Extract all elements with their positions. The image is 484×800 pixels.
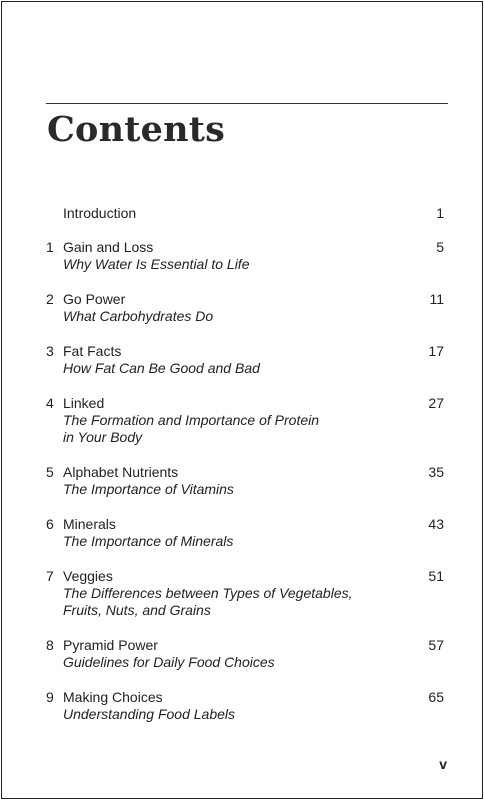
entry-subtitle: What Carbohydrates Do <box>63 308 214 324</box>
toc-entry-chapter-3 <box>46 343 446 377</box>
toc-entry-chapter-9 <box>46 689 446 723</box>
entry-page-number: 43 <box>428 516 444 532</box>
entry-page-number: 17 <box>428 343 444 359</box>
contents-heading: Contents <box>47 109 226 150</box>
entry-page-number: 51 <box>428 568 444 584</box>
entry-subtitle: How Fat Can Be Good and Bad <box>63 360 260 376</box>
entry-title: Go Power <box>63 291 126 307</box>
entry-title: Introduction <box>63 205 137 221</box>
entry-number: 5 <box>46 464 54 480</box>
heading-rule <box>46 103 448 104</box>
entry-subtitle: Guidelines for Daily Food Choices <box>63 654 275 670</box>
entry-title: Fat Facts <box>63 343 122 359</box>
toc-entry-chapter-7 <box>46 568 446 619</box>
toc-entry-chapter-2 <box>46 291 446 325</box>
entry-page-number: 57 <box>428 637 444 653</box>
entry-title: Alphabet Nutrients <box>63 464 179 480</box>
toc-entry-chapter-6 <box>46 516 446 550</box>
entry-title: Pyramid Power <box>63 637 158 653</box>
entry-subtitle: The Formation and Importance of Protein in Your Body <box>63 412 320 445</box>
entry-title: Making Choices <box>63 689 163 705</box>
toc-entry-chapter-1 <box>46 239 446 273</box>
entry-title: Minerals <box>63 516 116 532</box>
entry-page-number: 11 <box>429 291 444 307</box>
entry-number: 1 <box>46 239 54 255</box>
entry-page-number: 27 <box>428 395 444 411</box>
entry-subtitle: Understanding Food Labels <box>63 706 236 722</box>
toc-entry-chapter-4 <box>46 395 446 446</box>
entry-title: Gain and Loss <box>63 239 154 255</box>
entry-page-number: 35 <box>428 464 444 480</box>
entry-page-number: 5 <box>436 239 444 255</box>
entry-number: 4 <box>46 395 54 411</box>
entry-page-number: 1 <box>436 205 444 221</box>
entry-number: 6 <box>46 516 54 532</box>
entry-number <box>46 205 63 222</box>
toc-entry-introduction <box>46 205 446 222</box>
entry-title: Veggies <box>63 568 113 584</box>
entry-subtitle: Why Water Is Essential to Life <box>63 256 250 272</box>
entry-page-number: 65 <box>428 689 444 705</box>
book-page <box>1 1 483 799</box>
entry-subtitle: The Importance of Minerals <box>63 533 234 549</box>
table-of-contents <box>46 205 446 741</box>
entry-number: 7 <box>46 568 54 584</box>
toc-entry-chapter-8 <box>46 637 446 671</box>
toc-entry-chapter-5 <box>46 464 446 498</box>
entry-title: Linked <box>63 395 105 411</box>
entry-subtitle: The Differences between Types of Vegetables, Fruits, Nuts, and Grains <box>63 585 353 618</box>
entry-number: 2 <box>46 291 54 307</box>
entry-number: 3 <box>46 343 54 359</box>
entry-number: 8 <box>46 637 54 653</box>
entry-subtitle: The Importance of Vitamins <box>63 481 234 497</box>
entry-number: 9 <box>46 689 54 705</box>
page-folio: v <box>439 756 447 772</box>
